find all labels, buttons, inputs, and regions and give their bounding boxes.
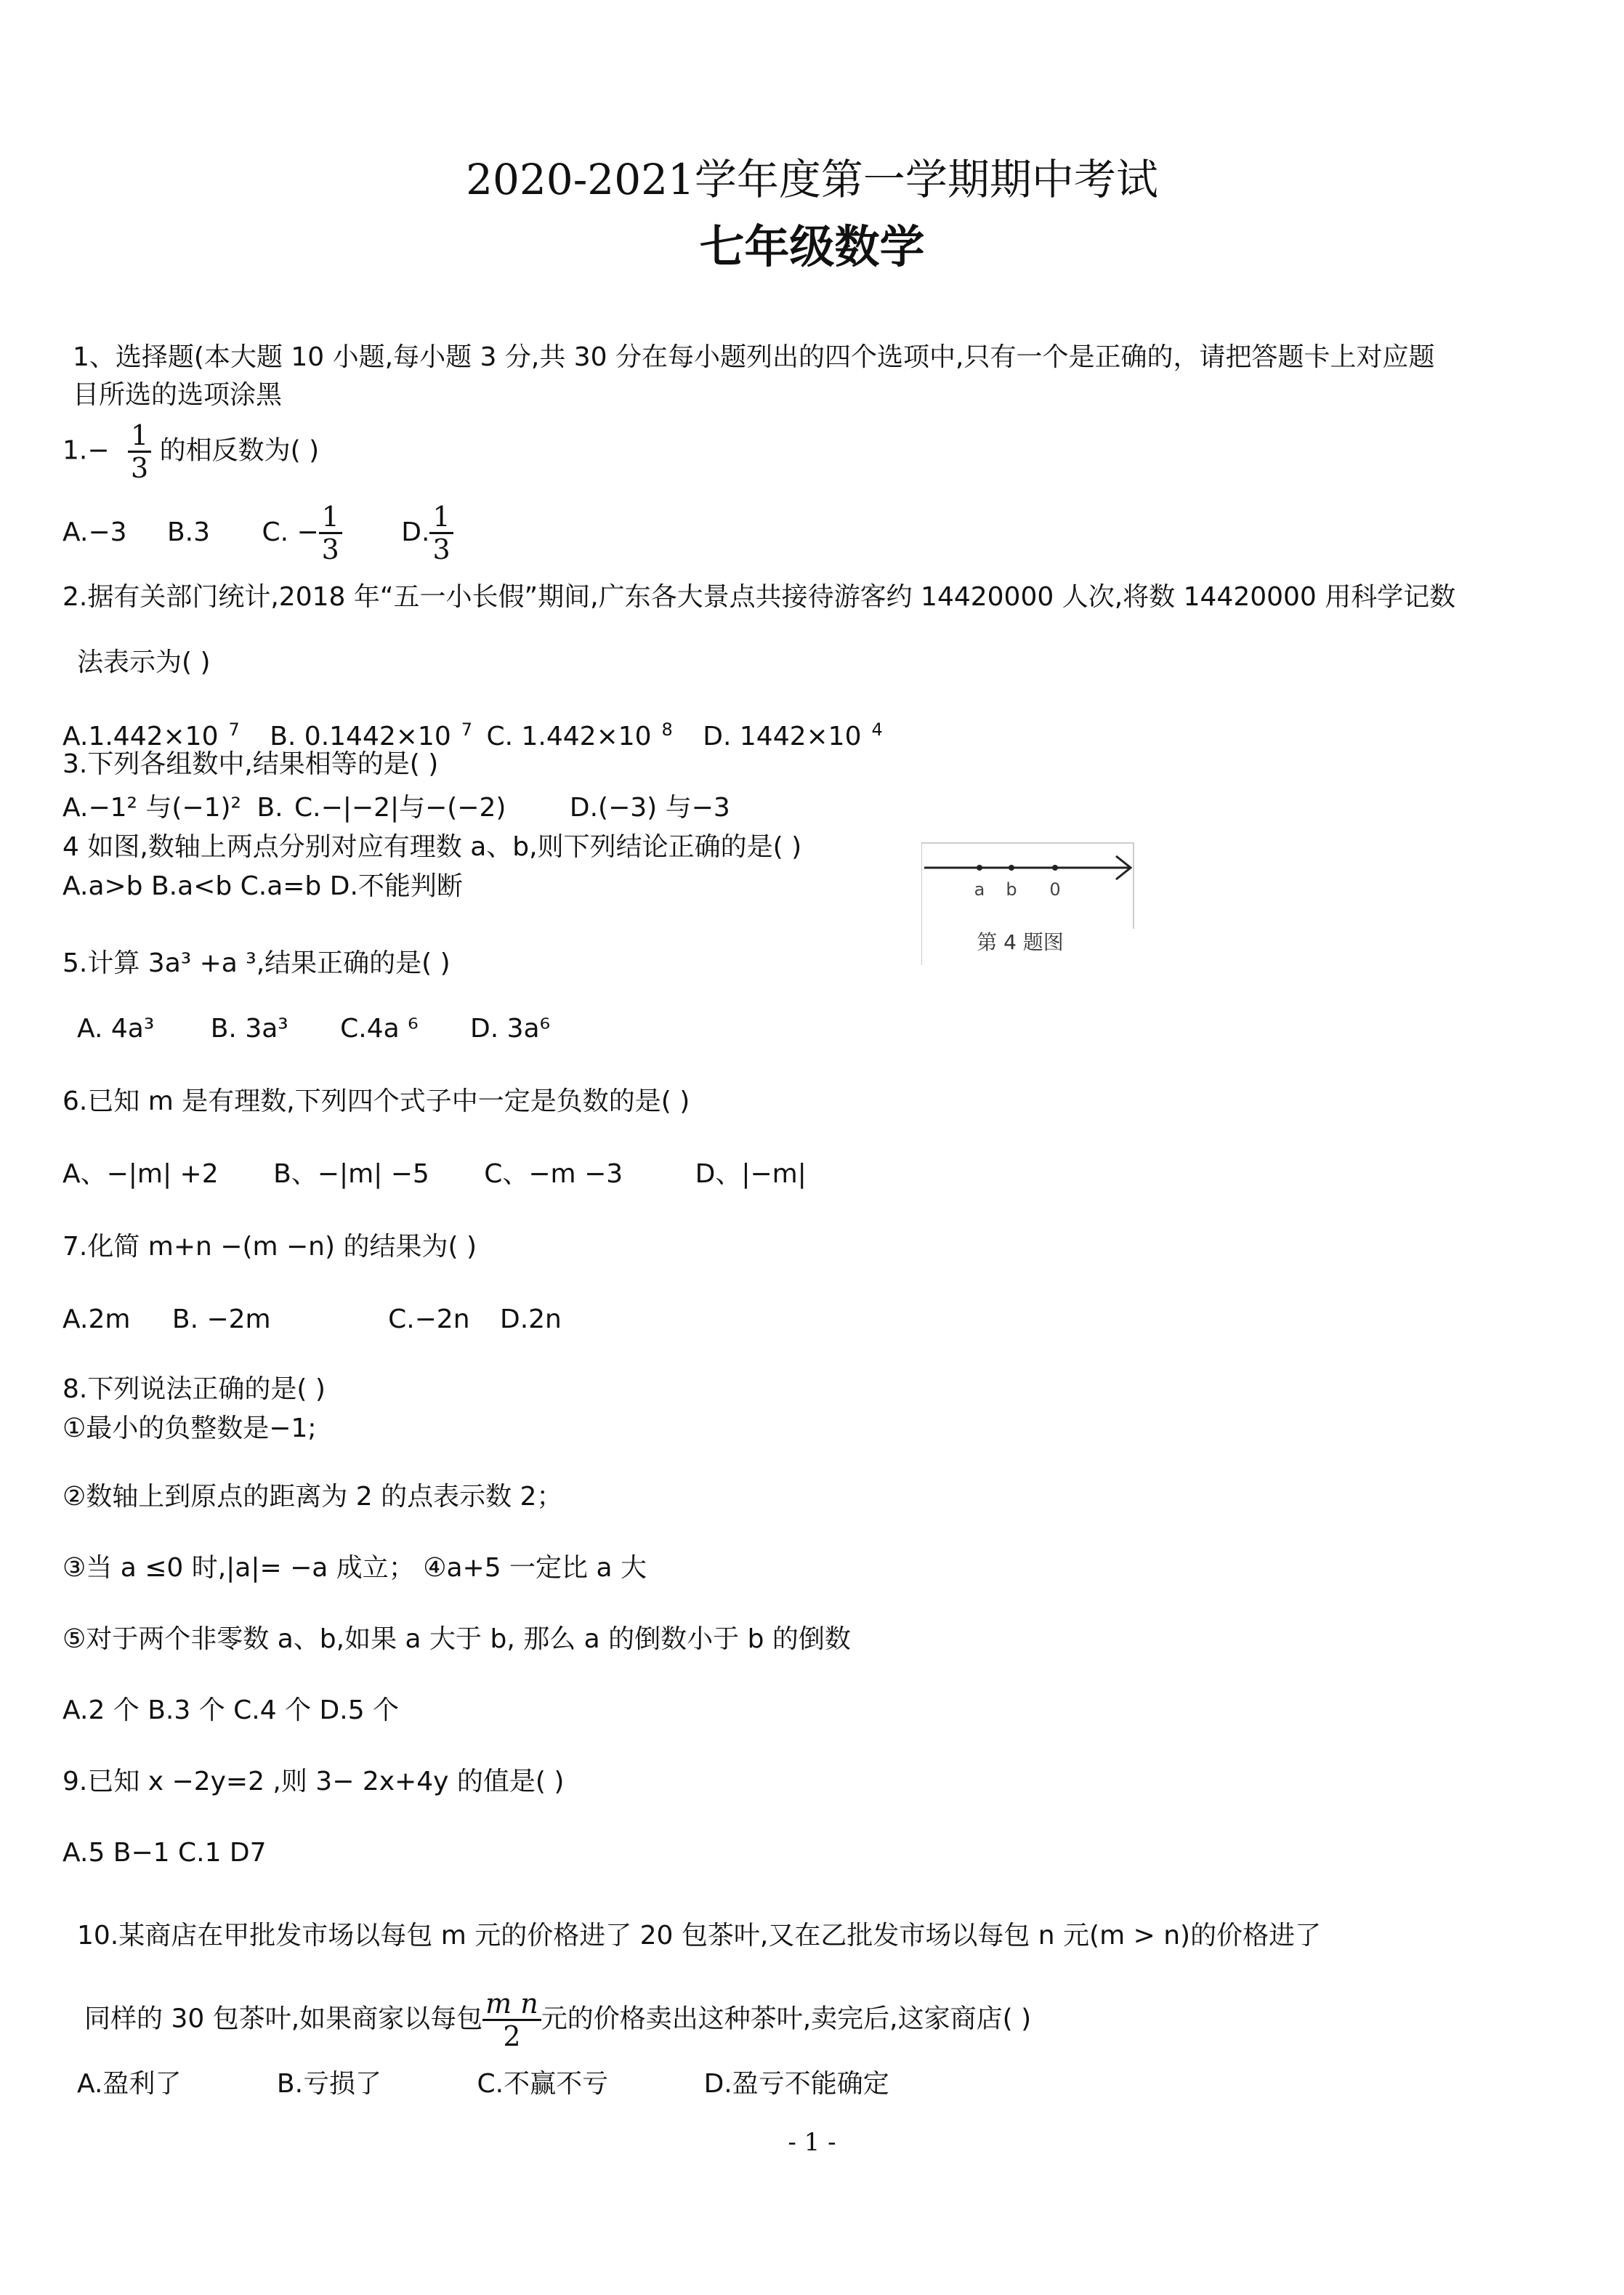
page-number: - 1 -	[788, 2128, 836, 2157]
q5-option-b: B. 3a³	[210, 1014, 288, 1044]
q1-options	[62, 501, 453, 565]
q2-option-a-base: A.1.442×10	[62, 722, 219, 751]
section-instruction-line1: 1、选择题(本大题 10 小题,每小题 3 分,共 30 分在每小题列出的四个选项中,只有一个是正确的，请把答题卡上对应题	[73, 342, 1435, 372]
q3-options	[62, 792, 730, 824]
q1-suffix: 的相反数为( )	[159, 435, 320, 466]
q1-fraction	[128, 420, 151, 483]
q5-options	[77, 1013, 550, 1045]
q10-option-a: A.盈利了	[77, 2069, 182, 2099]
q5-option-c: C.4a ⁶	[340, 1014, 419, 1044]
q7-option-a: A.2m	[62, 1304, 131, 1334]
q3-option-d: D.(−3) 与−3	[569, 793, 730, 823]
q1-frac-den: 3	[130, 452, 149, 484]
q2-option-b-base: B. 0.1442×10	[270, 722, 451, 751]
q6-option-a: A、−|m| +2	[62, 1159, 219, 1189]
q1-option-b: B.3	[166, 517, 211, 547]
q2-option-b	[270, 719, 473, 751]
label-b: b	[1006, 879, 1017, 900]
question-2-line2: 法表示为( )	[77, 648, 211, 677]
q10-frac-den: 2	[503, 2020, 521, 2052]
point-origin	[1052, 865, 1058, 871]
q10-frac-num: m n	[482, 1988, 541, 2021]
q2-option-d	[703, 719, 883, 751]
q10-options	[77, 2068, 889, 2100]
q8-statement-3-4: ③当 a ≤0 时,|a|= −a 成立； ④a+5 一定比 a 大	[62, 1553, 647, 1583]
q9-options: A.5 B−1 C.1 D7	[62, 1838, 267, 1868]
q1-option-d-fraction	[429, 501, 453, 565]
q1-option-c-den: 3	[321, 533, 339, 565]
exam-title: 2020-2021学年度第一学期期中考试	[466, 155, 1158, 204]
q1-option-d	[401, 501, 453, 565]
question-10-line2	[84, 1988, 1031, 2052]
q3-option-a: A.−1² 与(−1)²	[62, 793, 241, 823]
q5-option-d: D. 3a⁶	[470, 1014, 551, 1044]
exam-subtitle: 七年级数学	[699, 220, 925, 273]
q6-options	[62, 1158, 807, 1190]
label-origin: 0	[1049, 879, 1061, 900]
q7-options	[62, 1304, 562, 1336]
q7-option-d: D.2n	[499, 1304, 562, 1334]
label-a: a	[974, 879, 985, 900]
q10-option-c: C.不赢不亏	[477, 2069, 609, 2099]
q10-line2-prefix: 同样的 30 包茶叶,如果商家以每包	[84, 2004, 483, 2034]
figure-caption: 第 4 题图	[977, 930, 1064, 954]
q10-fraction	[482, 1988, 541, 2052]
question-7: 7.化简 m+n −(m −n) 的结果为( )	[62, 1232, 477, 1262]
q10-option-b: B.亏损了	[276, 2069, 382, 2099]
point-a	[977, 865, 982, 871]
q2-option-c-base: C. 1.442×10	[486, 722, 652, 751]
q2-option-d-exp: 4	[871, 719, 883, 740]
q2-option-c-exp: 8	[661, 719, 673, 740]
q1-option-c	[262, 501, 350, 565]
q2-options	[62, 714, 883, 753]
question-4: 4 如图,数轴上两点分别对应有理数 a、b,则下列结论正确的是( )	[62, 832, 802, 862]
q1-option-a: A.−3	[62, 517, 127, 547]
q10-option-d: D.盈亏不能确定	[703, 2069, 889, 2099]
q8-statement-1: ①最小的负整数是−1;	[62, 1413, 317, 1443]
question-8: 8.下列说法正确的是( )	[62, 1374, 326, 1404]
section-instruction-line2: 目所选的选项涂黑	[73, 380, 283, 410]
q2-option-a-exp: 7	[228, 719, 240, 740]
q1-option-d-prefix: D.	[401, 517, 430, 547]
q6-option-b: B、−|m| −5	[273, 1159, 429, 1189]
question-2-line1: 2.据有关部门统计,2018 年“五一小长假”期间,广东各大景点共接待游客约 14420000 人次,将数 14420000 用科学记数	[62, 582, 1456, 612]
point-b	[1009, 865, 1014, 871]
q7-option-b: B. −2m	[171, 1304, 271, 1334]
q2-option-c	[486, 719, 673, 751]
q3-option-c: C.−|−2|与−(−2)	[294, 793, 506, 823]
q1-option-d-den: 3	[432, 533, 451, 565]
q6-option-d: D、|−m|	[695, 1159, 807, 1189]
question-6: 6.已知 m 是有理数,下列四个式子中一定是负数的是( )	[62, 1086, 690, 1116]
q2-option-b-exp: 7	[461, 719, 473, 740]
question-5: 5.计算 3a³ +a ³,结果正确的是( )	[62, 948, 451, 978]
q2-option-d-base: D. 1442×10	[703, 722, 862, 751]
q2-option-a	[62, 719, 240, 751]
q1-frac-num: 1	[128, 420, 151, 453]
q1-option-c-prefix: C. −	[262, 517, 319, 547]
number-line-svg	[921, 842, 1139, 965]
question-10-line1: 10.某商店在甲批发市场以每包 m 元的价格进了 20 包茶叶,又在乙批发市场以每包 n 元(m > n)的价格进了	[77, 1921, 1322, 1951]
q3-option-b: B.	[256, 793, 283, 823]
q1-prefix: 1.−	[62, 435, 110, 466]
question-3: 3.下列各组数中,结果相等的是( )	[62, 749, 439, 779]
q7-option-c: C.−2n	[388, 1304, 470, 1334]
q10-line2-suffix: 元的价格卖出这种茶叶,卖完后,这家商店( )	[541, 2004, 1032, 2034]
question-9: 9.已知 x −2y=2 ,则 3− 2x+4y 的值是( )	[62, 1767, 565, 1796]
q8-statement-5: ⑤对于两个非零数 a、b,如果 a 大于 b, 那么 a 的倒数小于 b 的倒数	[62, 1624, 851, 1654]
q1-option-d-num: 1	[429, 501, 453, 534]
q5-option-a: A. 4a³	[77, 1014, 155, 1044]
q1-option-c-fraction	[319, 501, 342, 565]
question-1	[62, 420, 319, 483]
number-line-figure	[921, 842, 1139, 965]
q8-options: A.2 个 B.3 个 C.4 个 D.5 个	[62, 1695, 400, 1725]
q6-option-c: C、−m −3	[484, 1159, 623, 1189]
q4-options: A.a>b B.a<b C.a=b D.不能判断	[62, 871, 463, 901]
q8-statement-2: ②数轴上到原点的距离为 2 的点表示数 2；	[62, 1482, 563, 1512]
q1-option-c-num: 1	[319, 501, 342, 534]
